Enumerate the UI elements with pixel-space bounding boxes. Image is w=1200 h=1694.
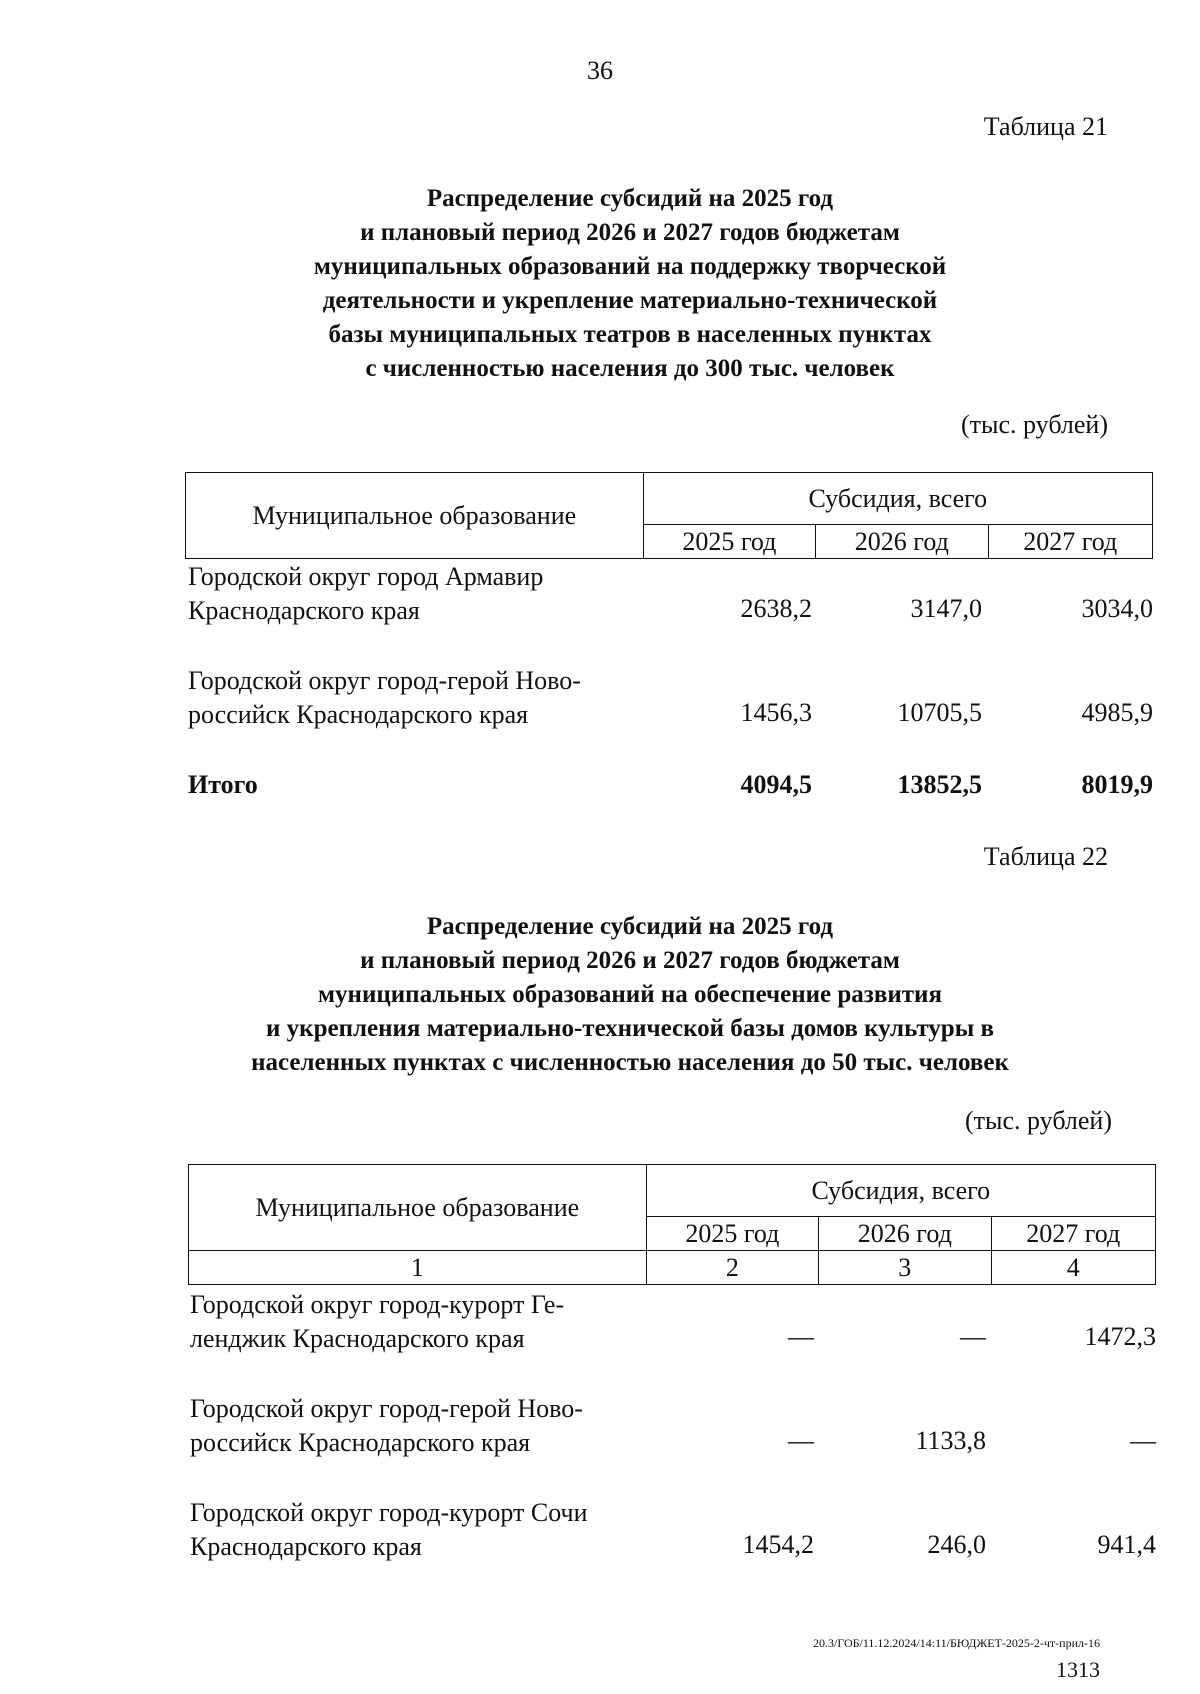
table21-total-2027: 8019,9 (1081, 770, 1153, 799)
document-code: 20.3/ГОБ/11.12.2024/14:11/БЮДЖЕТ-2025-2-чт-прил-16 (813, 1636, 1100, 1650)
header-col-group: Субсидия, всего (646, 1165, 1155, 1217)
table21-total-2026: 13852,5 (897, 770, 982, 799)
row-name-line: Краснодарского края (188, 596, 420, 625)
col-number-4: 4 (991, 1251, 1155, 1285)
row-name-line: российск Краснодарского края (190, 1428, 531, 1457)
table22-header (188, 1164, 1156, 1285)
table22-title-line: и укрепления материально-технической базы домов культуры в (266, 1015, 994, 1042)
col-number-1: 1 (189, 1251, 647, 1285)
table21-title-line: деятельности и укрепление материально-технической (322, 287, 938, 314)
table21-header (185, 472, 1153, 559)
table22-row-name (190, 1392, 583, 1460)
table21-title (180, 182, 1080, 386)
table22-row2-2026: 1133,8 (915, 1426, 986, 1455)
table22-row1-2025: — (788, 1322, 814, 1351)
header-col-name: Муниципальное образование (189, 1165, 647, 1251)
header-year-2025: 2025 год (646, 1217, 818, 1251)
table21-row1-2026: 3147,0 (910, 594, 982, 623)
header-year-2026: 2026 год (816, 525, 988, 559)
row-name-line: Городской округ город Армавир (188, 562, 544, 591)
table21-title-line: базы муниципальных театров в населенных пунктах (328, 321, 932, 348)
table21-row1-2025: 2638,2 (740, 594, 812, 623)
col-number-3: 3 (819, 1251, 991, 1285)
table21-title-line: и плановый период 2026 и 2027 годов бюджетам (360, 219, 900, 246)
table22-title (150, 910, 1110, 1080)
table22-title-line: муниципальных образований на обеспечение развития (318, 981, 942, 1008)
table22-unit: (тыс. рублей) (964, 1106, 1112, 1135)
header-year-2027: 2027 год (988, 525, 1152, 559)
table22-row2-2027: — (1130, 1426, 1156, 1455)
table22-title-line: населенных пунктах с численностью населения до 50 тыс. человек (251, 1049, 1009, 1076)
table21-title-line: Распределение субсидий на 2025 год (426, 185, 834, 212)
table21-row2-2025: 1456,3 (740, 698, 812, 727)
header-year-2025: 2025 год (643, 525, 815, 559)
page-number: 36 (587, 56, 613, 85)
table21-title-line: муниципальных образований на поддержку творческой (313, 253, 947, 280)
table22-row3-2026: 246,0 (927, 1530, 986, 1559)
table21-row-name (188, 664, 581, 732)
row-name-line: российск Краснодарского края (188, 700, 529, 729)
table22-row-name (190, 1288, 564, 1356)
table21-total-label: Итого (188, 770, 258, 799)
row-name-line: Городской округ город-курорт Сочи (190, 1498, 588, 1527)
table22-row-name (190, 1496, 588, 1564)
col-number-2: 2 (646, 1251, 818, 1285)
table22-row1-2027: 1472,3 (1084, 1322, 1156, 1351)
row-name-line: Городской округ город-герой Ново- (190, 1394, 583, 1423)
row-name-line: ленджик Краснодарского края (190, 1324, 525, 1353)
table21-row1-2027: 3034,0 (1081, 594, 1153, 623)
table22-row3-2027: 941,4 (1097, 1530, 1156, 1559)
row-name-line: Городской округ город-герой Ново- (188, 666, 581, 695)
table21-row2-2027: 4985,9 (1081, 698, 1153, 727)
table22-row1-2026: — (960, 1322, 986, 1351)
header-year-2026: 2026 год (819, 1217, 991, 1251)
table22-row3-2025: 1454,2 (742, 1530, 814, 1559)
header-col-group: Субсидия, всего (643, 473, 1152, 525)
table21-title-line: с численностью населения до 300 тыс. человек (365, 355, 895, 382)
row-name-line: Краснодарского края (190, 1532, 422, 1561)
row-name-line: Городской округ город-курорт Ге- (190, 1290, 565, 1319)
table21-row2-2026: 10705,5 (897, 698, 982, 727)
table21-row-name (188, 560, 543, 628)
header-year-2027: 2027 год (991, 1217, 1155, 1251)
table21-label: Таблица 21 (983, 112, 1108, 141)
table21-total-2025: 4094,5 (740, 770, 812, 799)
table22-title-line: Распределение субсидий на 2025 год (426, 913, 834, 940)
sheet-number: 1313 (1056, 1657, 1100, 1682)
header-col-name: Муниципальное образование (186, 473, 644, 559)
table21-unit: (тыс. рублей) (960, 410, 1108, 439)
table22-title-line: и плановый период 2026 и 2027 годов бюджетам (360, 947, 900, 974)
table22-row2-2025: — (788, 1426, 814, 1455)
table22-label: Таблица 22 (983, 842, 1108, 871)
